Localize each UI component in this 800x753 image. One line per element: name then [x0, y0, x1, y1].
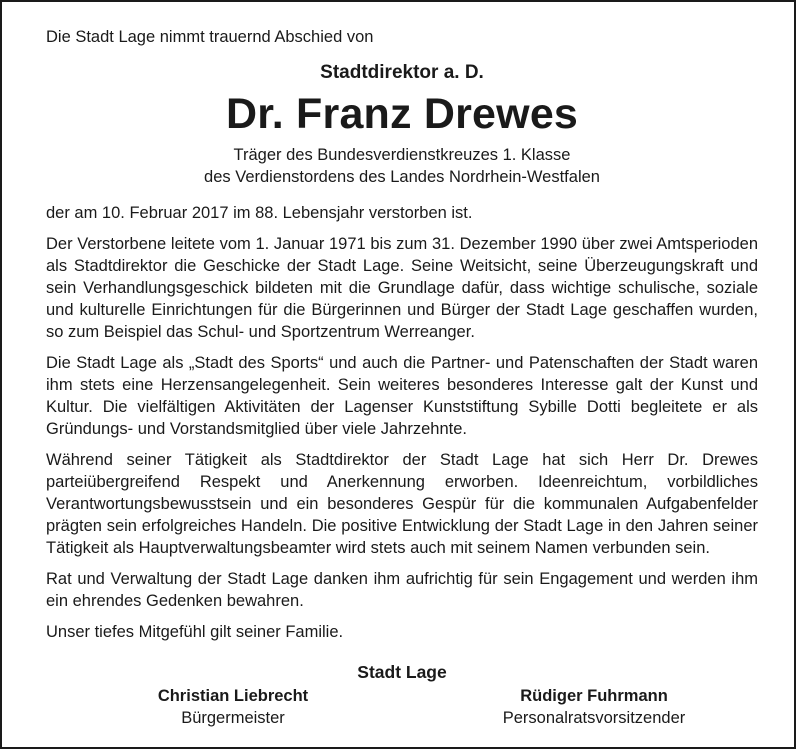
paragraph-condolence: Unser tiefes Mitgefühl gilt seiner Familie.	[46, 623, 344, 641]
signer-staff-council	[464, 685, 724, 729]
signer-name: Christian Liebrecht	[157, 687, 309, 705]
paragraph-thanks: Rat und Verwaltung der Stadt Lage danken ihm aufrichtig für sein Engagement und werden ihm ein ehrendes Gedenken bewahren.	[46, 570, 758, 610]
paragraph-interests: Die Stadt Lage als „Stadt des Sports“ und auch die Partner- und Patenschaften der Stadt waren ihm stets eine Herzensangelegenheit. Sein weiteres besonderes Interesse galt der Kunst und Kultur. Die vielfältigen Aktivitäten der Lagenser Kunststiftung Sybille Dotti begleitete er als Gründungs- und Vorstandsmitglied über viele Jahrzehnte.	[46, 354, 758, 438]
signer-role: Personalratsvorsitzender	[502, 709, 686, 727]
award-line-2: des Verdienstordens des Landes Nordrhein-Westfalen	[204, 168, 600, 186]
signer-mayor	[103, 685, 363, 729]
deceased-name: Dr. Franz Drewes	[225, 90, 579, 138]
signer-role: Bürgermeister	[181, 709, 285, 727]
paragraph-achievements: Während seiner Tätigkeit als Stadtdirektor der Stadt Lage hat sich Herr Dr. Drewes parteiübergreifend Respekt und Anerkennung erworben. Ideenreichtum, vorbildliches Verantwortungsbewusstsein und ein besonderes Gespür für die kommunalen Aufgabenfelder prägten sein erfolgreiches Handeln. Die positive Entwicklung der Stadt Lage in den Jahren seiner Tätigkeit als Hauptverwaltungsbeamter wird stets auch mit seinem Namen verbunden sein.	[46, 451, 758, 557]
signer-name: Rüdiger Fuhrmann	[520, 687, 668, 705]
signatures	[46, 685, 758, 729]
paragraph-career: Der Verstorbene leitete vom 1. Januar 1971 bis zum 31. Dezember 1990 über zwei Amtsperioden als Stadtdirektor die Geschicke der Stadt Lage. Seine Weitsicht, seine Überzeugungskraft und sein Verhandlungsgeschick bildeten mit die Grundlage dafür, dass wichtige schulische, soziale und kulturelle Einrichtungen für die Bürgerinnen und Bürger der Stadt Lage geschaffen wurden, so zum Beispiel das Schul- und Sportzentrum Werreanger.	[46, 235, 758, 341]
intro-text: Die Stadt Lage nimmt trauernd Abschied von	[46, 28, 374, 46]
death-notice-line: der am 10. Februar 2017 im 88. Lebensjahr verstorben ist.	[46, 204, 473, 222]
notice-content	[46, 26, 758, 729]
award-line-1: Träger des Bundesverdienstkreuzes 1. Klasse	[233, 146, 571, 164]
organization-name: Stadt Lage	[357, 662, 447, 682]
deceased-title: Stadtdirektor a. D.	[320, 62, 484, 83]
